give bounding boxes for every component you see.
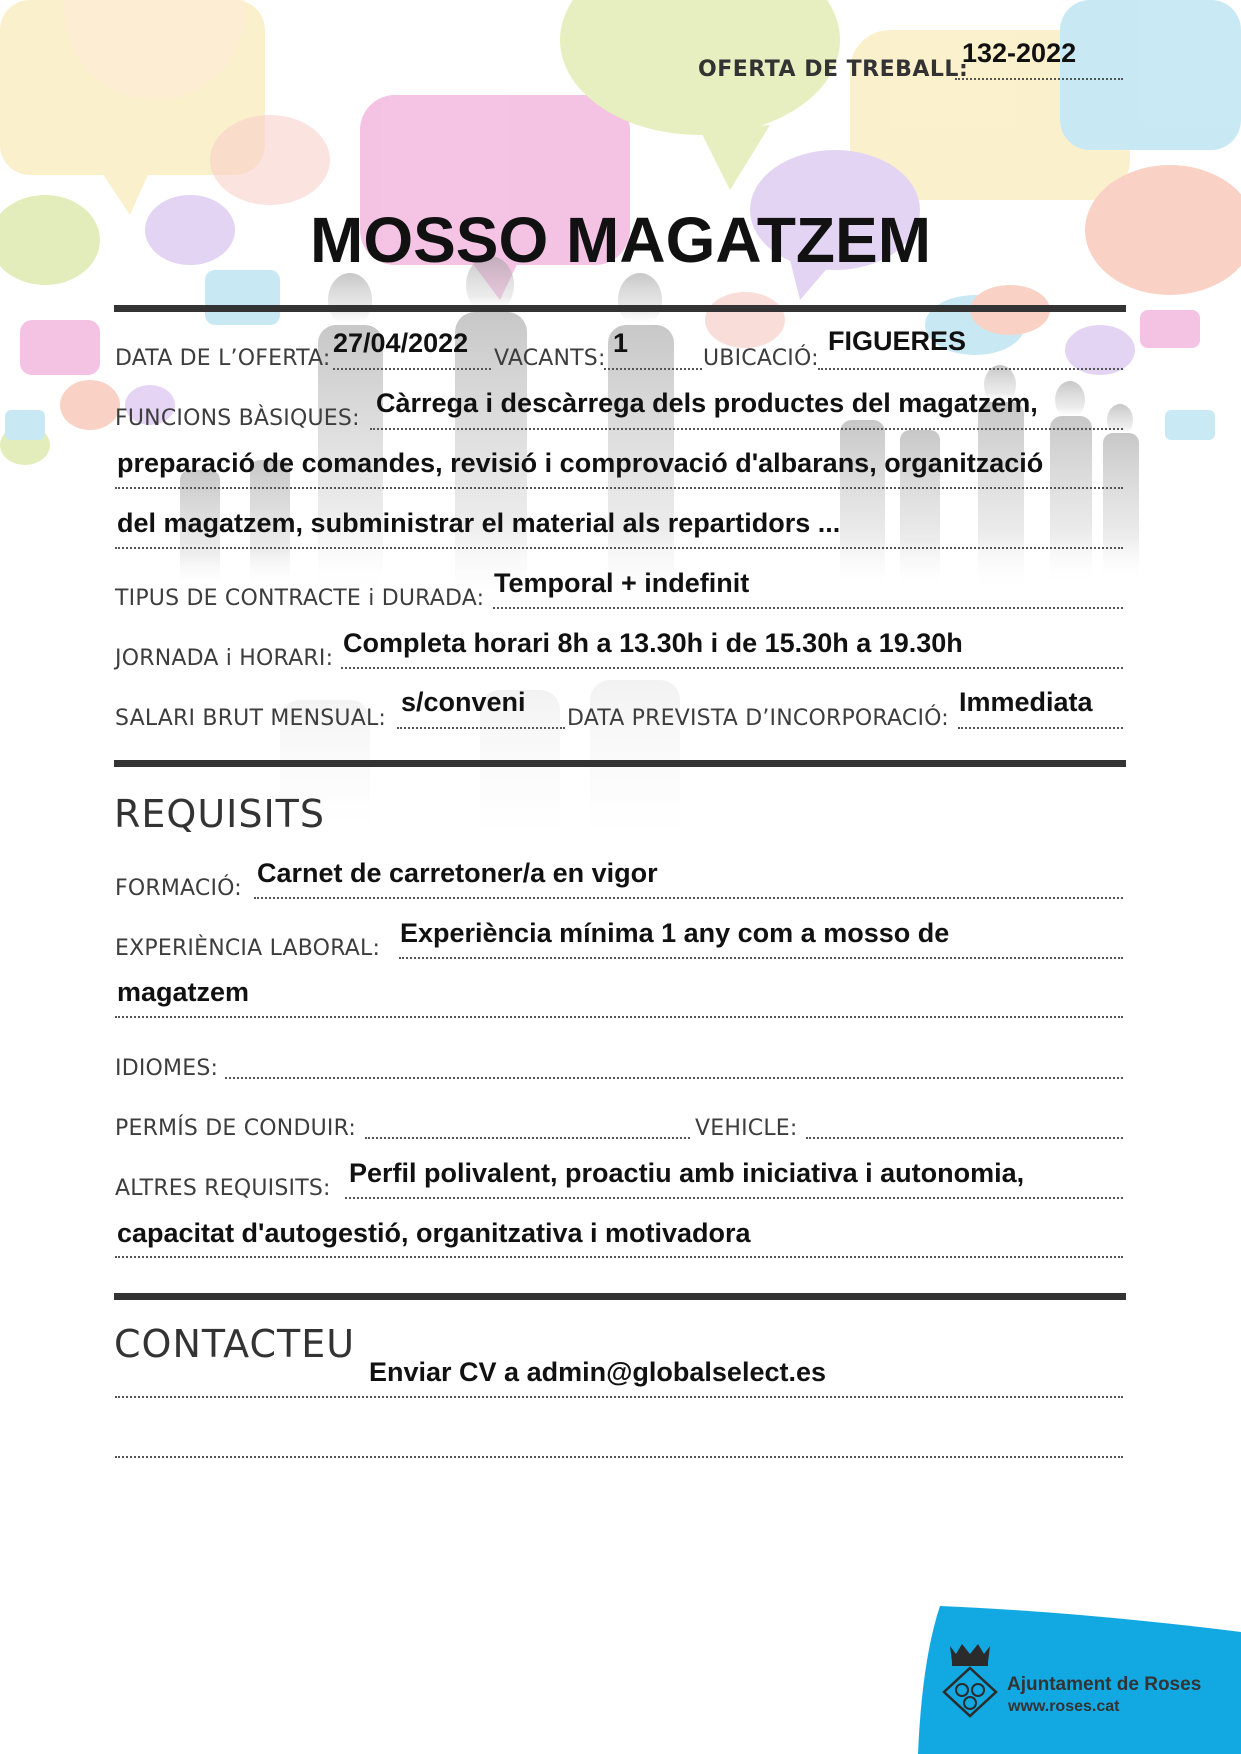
- functions-text-line-3: del magatzem, subministrar el material als repartidors ...: [117, 508, 841, 538]
- functions-line-3: [115, 547, 1123, 549]
- schedule-label: JORNADA i HORARI:: [115, 646, 334, 671]
- training-value: Carnet de carretoner/a en vigor: [257, 858, 658, 888]
- functions-text-line-1: Càrrega i descàrrega dels productes del magatzem,: [376, 388, 1038, 418]
- start-date-value: Immediata: [959, 687, 1093, 717]
- logo-url: www.roses.cat: [1008, 1698, 1120, 1715]
- vehicle-label: VEHICLE:: [695, 1116, 798, 1141]
- experience-label: EXPERIÈNCIA LABORAL:: [115, 936, 381, 961]
- other-requirements-label: ALTRES REQUISITS:: [115, 1176, 331, 1201]
- other-requirements-text-line-2: capacitat d'autogestió, organitzativa i motivadora: [117, 1218, 751, 1248]
- functions-text-line-2: preparació de comandes, revisió i comprovació d'albarans, organització: [117, 448, 1044, 478]
- languages-label: IDIOMES:: [115, 1056, 219, 1081]
- page-title: MOSSO MAGATZEM: [310, 204, 931, 276]
- offer-number-label: OFERTA DE TREBALL:: [698, 57, 969, 82]
- contract-label: TIPUS DE CONTRACTE i DURADA:: [115, 586, 485, 611]
- contract-value: Temporal + indefinit: [494, 568, 750, 598]
- functions-line-1: [370, 428, 1123, 430]
- offer-date-line: [333, 368, 491, 370]
- training-label: FORMACIÓ:: [115, 876, 242, 901]
- vacancies-label: VACANTS:: [494, 346, 606, 371]
- salary-value: s/conveni: [401, 687, 526, 717]
- vacancies-line: [604, 368, 702, 370]
- other-requirements-line-2: [115, 1256, 1123, 1258]
- driving-license-line: [365, 1137, 690, 1139]
- location-label: UBICACIÓ:: [703, 346, 819, 371]
- offer-date-label: DATA DE L’OFERTA:: [115, 346, 331, 371]
- schedule-value: Completa horari 8h a 13.30h i de 15.30h a 19.30h: [343, 628, 963, 658]
- contact-heading: CONTACTEU: [114, 1322, 356, 1366]
- experience-line-2: [115, 1016, 1123, 1018]
- vehicle-line: [806, 1137, 1123, 1139]
- divider-top: [114, 305, 1126, 312]
- languages-line: [225, 1077, 1123, 1079]
- contact-text: Enviar CV a admin@globalselect.es: [369, 1357, 826, 1387]
- other-requirements-line-1: [345, 1197, 1123, 1199]
- roses-coat-of-arms-icon: [940, 1640, 1000, 1720]
- contact-line-1: [115, 1396, 1123, 1398]
- schedule-line: [341, 667, 1123, 669]
- driving-license-label: PERMÍS DE CONDUIR:: [115, 1116, 357, 1141]
- divider-bottom: [114, 1293, 1126, 1300]
- vacancies-value: 1: [613, 328, 629, 358]
- offer-date-value: 27/04/2022: [333, 328, 469, 358]
- functions-line-2: [115, 487, 1123, 489]
- location-value: FIGUERES: [828, 326, 967, 356]
- location-line: [818, 368, 1123, 370]
- divider-middle: [114, 760, 1126, 767]
- offer-number-value: 132-2022: [962, 38, 1077, 68]
- start-date-label: DATA PREVISTA D’INCORPORACIÓ:: [567, 706, 949, 731]
- offer-number-line: [955, 78, 1123, 80]
- salary-line: [397, 727, 565, 729]
- experience-text-line-1: Experiència mínima 1 any com a mosso de: [400, 918, 950, 948]
- experience-text-line-2: magatzem: [117, 977, 250, 1007]
- requirements-heading: REQUISITS: [114, 792, 326, 836]
- contract-line: [493, 607, 1123, 609]
- contact-line-2: [115, 1456, 1123, 1458]
- logo-name: Ajuntament de Roses: [1007, 1674, 1202, 1695]
- functions-label: FUNCIONS BÀSIQUES:: [115, 406, 360, 431]
- salary-label: SALARI BRUT MENSUAL:: [115, 706, 387, 731]
- other-requirements-text-line-1: Perfil polivalent, proactiu amb iniciativa i autonomia,: [349, 1158, 1025, 1188]
- experience-line-1: [399, 957, 1123, 959]
- start-date-line: [958, 727, 1123, 729]
- training-line: [254, 897, 1123, 899]
